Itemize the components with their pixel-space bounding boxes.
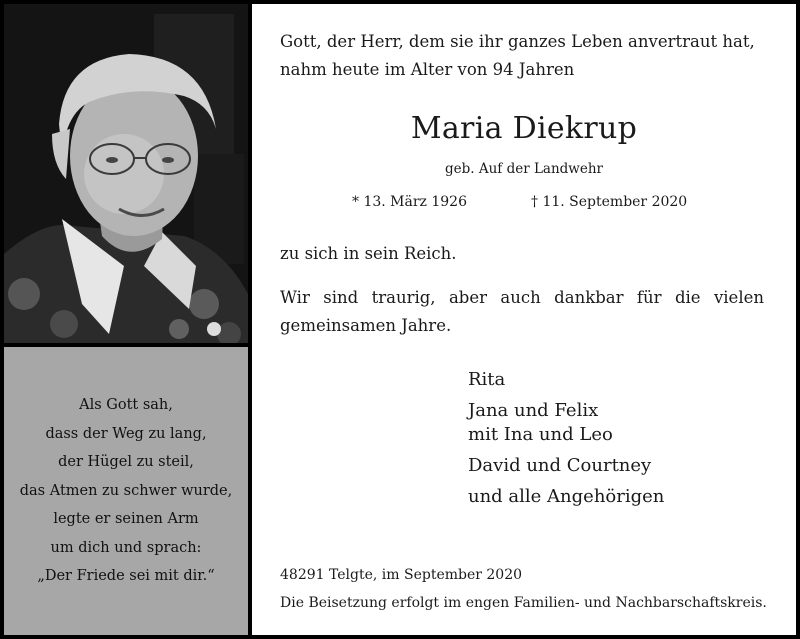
trauer-text: Wir sind traurig, aber auch dankbar für die vielen gemeinsamen Jahre. <box>280 288 764 335</box>
poem-line: Als Gott sah, <box>79 397 173 414</box>
mourners-list <box>468 368 664 509</box>
intro-text <box>280 28 755 84</box>
mourner: Rita <box>468 369 506 390</box>
mourner: David und Courtney <box>468 455 652 476</box>
intro-line: nahm heute im Alter von 94 Jahren <box>280 60 575 79</box>
death-date: † 11. September 2020 <box>531 194 688 210</box>
portrait-icon <box>4 4 248 343</box>
intro-line: Gott, der Herr, dem sie ihr ganzes Leben anvertraut hat, <box>280 32 755 51</box>
mourner: mit Ina und Leo <box>468 424 613 445</box>
poem-line: das Atmen zu schwer wurde, <box>19 482 233 499</box>
poem-line: um dich und sprach: <box>50 539 202 556</box>
place-date: 48291 Telgte, im September 2020 <box>280 567 523 583</box>
poem-line: dass der Weg zu lang, <box>45 425 207 442</box>
deceased-name: Maria Diekrup <box>410 111 638 146</box>
mourner: Jana und Felix <box>468 400 599 421</box>
portrait-photo <box>4 4 248 343</box>
mourner: und alle Angehörigen <box>468 486 665 507</box>
poem-line: der Hügel zu steil, <box>58 454 194 471</box>
poem-line: „Der Friede sei mit dir.“ <box>37 568 215 585</box>
birth-date: * 13. März 1926 <box>352 194 467 210</box>
burial-note: Die Beisetzung erfolgt im engen Familien- und Nachbarschaftskreis. <box>280 595 767 611</box>
maiden-name: geb. Auf der Landwehr <box>444 161 603 177</box>
reich-text: zu sich in sein Reich. <box>280 244 457 263</box>
poem-panel <box>4 347 248 635</box>
notice-panel <box>252 4 796 635</box>
poem-line: legte er seinen Arm <box>53 511 199 528</box>
